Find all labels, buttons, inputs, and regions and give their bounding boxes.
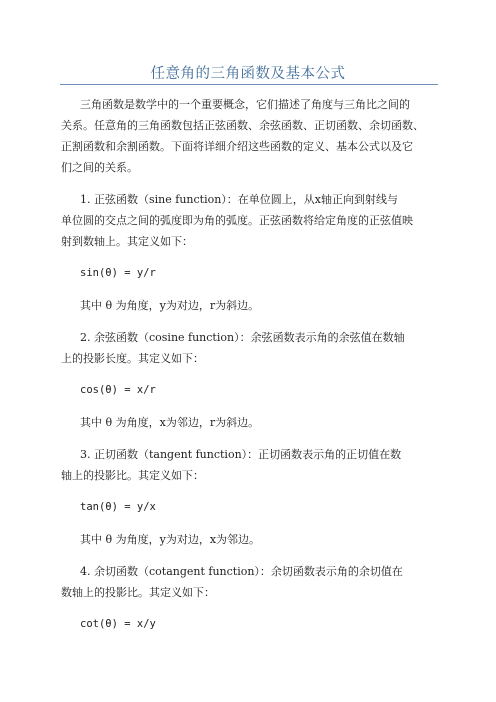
sine-line-3: 射到数轴上。其定义如下： — [61, 235, 193, 248]
sine-note: 其中 θ 为角度，y为对边，r为斜边。 — [80, 299, 260, 312]
sine-formula: sin(θ) = y/r — [80, 267, 156, 279]
cotangent-formula: cot(θ) = x/y — [80, 618, 156, 630]
tangent-formula: tan(θ) = y/x — [80, 501, 156, 513]
sine-line-1: 1. 正弦函数（sine function）：在单位圆上，从x轴正向到射线与 — [80, 193, 398, 206]
cosine-line-2: 上的投影长度。其定义如下： — [61, 352, 204, 365]
tangent-line-1: 3. 正切函数（tangent function）：正切函数表示角的正切值在数 — [80, 448, 402, 461]
cosine-formula: cos(θ) = x/r — [80, 384, 156, 396]
intro-line-3: 正割函数和余割函数。下面将详细介绍这些函数的定义、基本公式以及它 — [61, 140, 413, 153]
page-title: 任意角的三角函数及基本公式 — [150, 66, 346, 82]
title-underline — [60, 84, 438, 85]
tangent-note: 其中 θ 为角度，y为对边，x为邻边。 — [80, 533, 261, 546]
tangent-line-2: 轴上的投影比。其定义如下： — [61, 469, 204, 482]
cotangent-line-1: 4. 余切函数（cotangent function）：余切函数表示角的余切值在 — [80, 565, 403, 578]
cosine-line-1: 2. 余弦函数（cosine function）：余弦函数表示角的余弦值在数轴 — [80, 331, 405, 344]
cotangent-line-2: 数轴上的投影比。其定义如下： — [61, 586, 215, 599]
intro-line-1: 三角函数是数学中的一个重要概念，它们描述了角度与三角比之间的 — [80, 98, 410, 111]
cosine-note: 其中 θ 为角度，x为邻边，r为斜边。 — [80, 416, 260, 429]
sine-line-2: 单位圆的交点之间的弧度即为角的弧度。正弦函数将给定角度的正弦值映 — [61, 214, 413, 227]
intro-line-2: 关系。任意角的三角函数包括正弦函数、余弦函数、正切函数、余切函数、 — [61, 119, 424, 132]
intro-line-4: 们之间的关系。 — [61, 161, 138, 174]
